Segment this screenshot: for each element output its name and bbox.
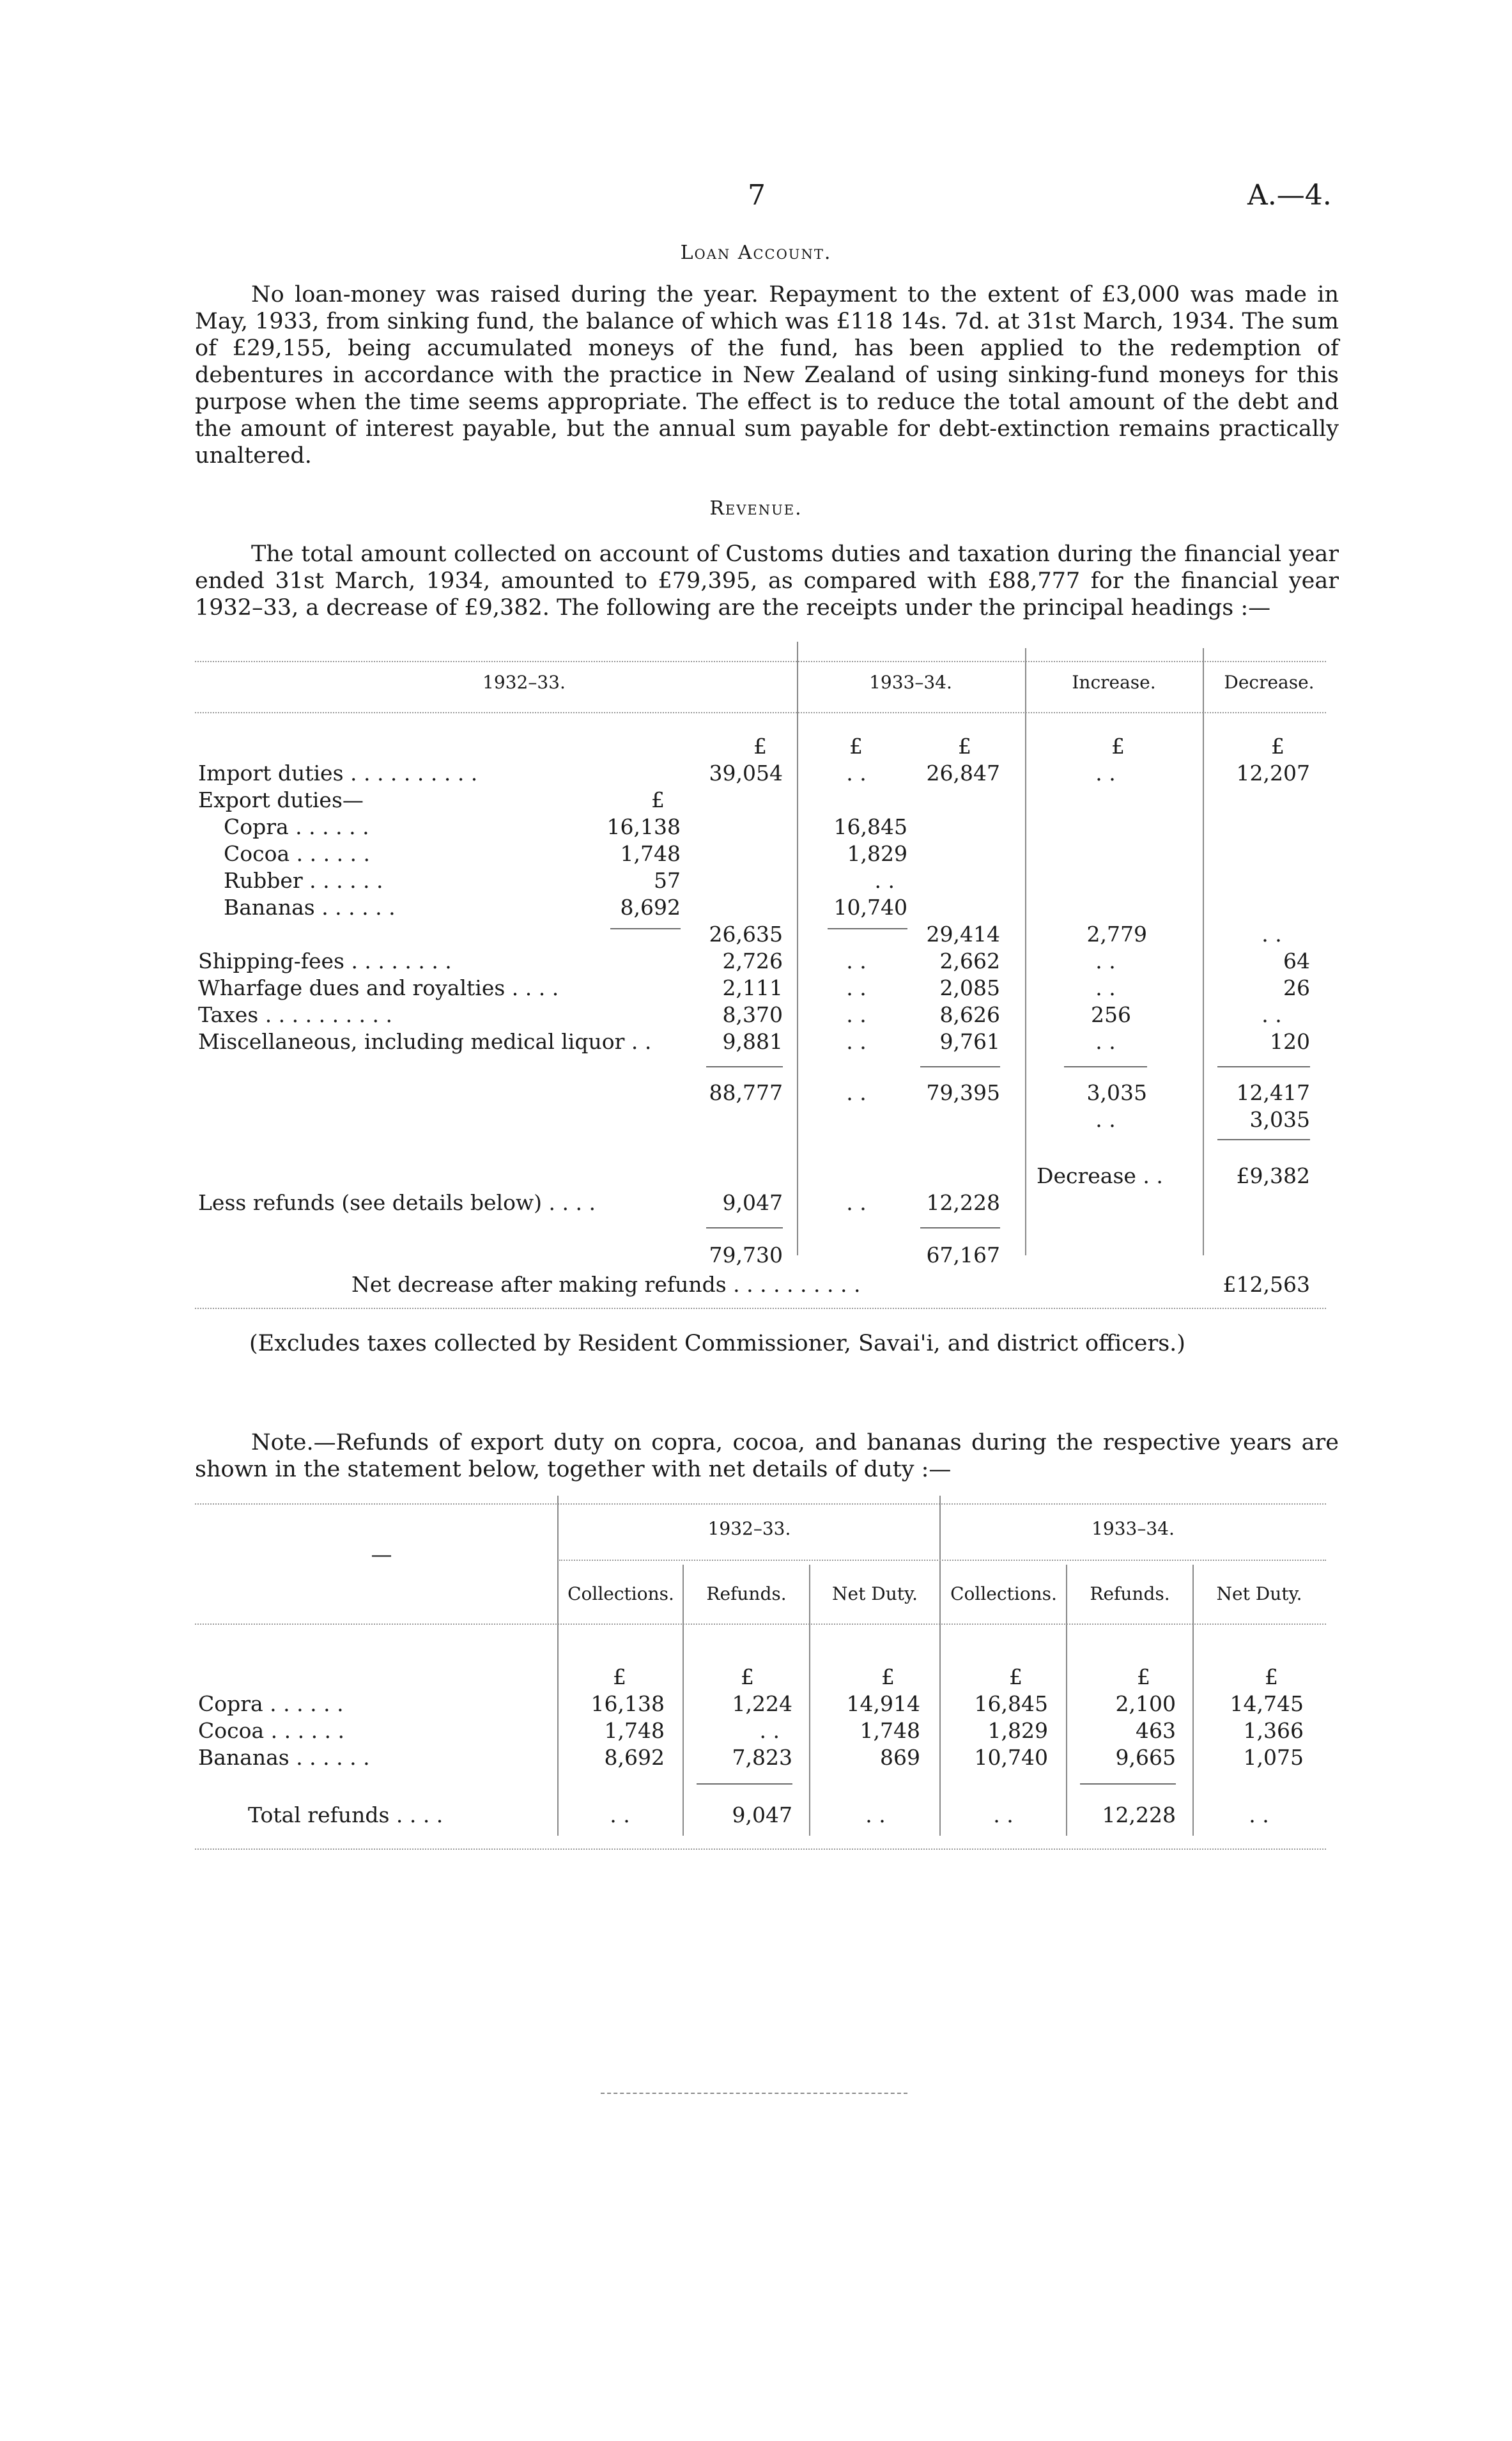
- year-header-1932-33: 1932–33.: [707, 1518, 791, 1539]
- cell-decrease: 26: [1283, 975, 1310, 1000]
- loan-account-paragraph: No loan-money was raised during the year. Repayment to the extent of £3,000 was made in May, 1933, from sinking fund, the balance of which was £118 14s. 7d. at 31st March, 1934. The sum of £29,155, being accumulated moneys of the fund, has been applied to the redemption of debentures in accordance with the practice in New Zealand of using sinking-fund moneys for this purpose when the time seems appropriate. The effect is to reduce the total amount of the debt and the amount of interest payable, but the annual sum payable for debt-extinction remains practically unaltered.: [195, 282, 1339, 469]
- total-rule: [1080, 1783, 1176, 1785]
- cell-1932-33-sub: 1,748: [620, 841, 681, 866]
- total-rule: [706, 1066, 783, 1067]
- subheader-net-duty: Net Duty.: [1216, 1583, 1302, 1604]
- row-label: Net decrease after making refunds . . . . . . . . . .: [351, 1272, 861, 1297]
- currency-symbol: £: [1111, 734, 1125, 759]
- row-label: Wharfage dues and royalties . . . .: [198, 975, 559, 1000]
- cell-1933-34: 12,228: [926, 1190, 1000, 1215]
- cell-refunds-1932: . .: [759, 1718, 780, 1743]
- total-rule: [1064, 1066, 1147, 1067]
- cell-1933-34: 79,395: [926, 1080, 1000, 1105]
- cell-1933-34-sub: 16,845: [833, 814, 907, 839]
- cell-1933-34-sub: . .: [846, 1029, 867, 1054]
- cell-decrease: £9,382: [1236, 1163, 1310, 1188]
- cell-1933-34-sub: 1,829: [847, 841, 907, 866]
- cell-increase: 256: [1091, 1002, 1131, 1027]
- row-label: Rubber . . . . . .: [224, 868, 383, 893]
- cell-1933-34: 8,626: [939, 1002, 1000, 1027]
- row-label: Total refunds . . . .: [248, 1802, 444, 1827]
- table-bottom-rule: [195, 1848, 1326, 1850]
- cell-net-1932: 869: [880, 1745, 920, 1770]
- cell-1933-34-sub: . .: [846, 949, 867, 973]
- cell-increase: . .: [1095, 1107, 1116, 1132]
- cell-1932-33: 9,047: [722, 1190, 783, 1215]
- cell-increase: . .: [1095, 975, 1116, 1000]
- cell-net-1933: 14,745: [1230, 1691, 1304, 1716]
- cell-1933-34-sub: . .: [846, 975, 867, 1000]
- row-label: Copra . . . . . .: [224, 814, 369, 839]
- cell-collections-1932: . .: [610, 1802, 630, 1827]
- cell-1932-33: 39,054: [709, 761, 783, 786]
- cell-net-1933: 1,366: [1243, 1718, 1304, 1743]
- cell-1932-33: 2,111: [722, 975, 783, 1000]
- column-divider: [557, 1496, 559, 1836]
- cell-1932-33: 9,881: [722, 1029, 783, 1054]
- cell-net-1932: 1,748: [860, 1718, 920, 1743]
- row-label: Export duties—: [198, 787, 364, 812]
- cell-collections-1932: 1,748: [604, 1718, 665, 1743]
- cell-refunds-1932: 1,224: [732, 1691, 792, 1716]
- subheader-collections: Collections.: [950, 1583, 1057, 1604]
- table-top-rule: [195, 1503, 1326, 1505]
- cell-1932-33: 88,777: [709, 1080, 783, 1105]
- cell-1932-33: 8,370: [722, 1002, 783, 1027]
- header-increase: Increase.: [1072, 672, 1156, 693]
- row-label: Miscellaneous, including medical liquor . .: [198, 1029, 652, 1054]
- year-header-1933-34: 1933–34.: [1092, 1518, 1175, 1539]
- row-label: Bananas . . . . . .: [224, 895, 396, 920]
- cell-increase: . .: [1095, 1029, 1116, 1054]
- cell-collections-1933: . .: [993, 1802, 1014, 1827]
- decrease-rule: [1217, 1139, 1310, 1140]
- cell-decrease: 3,035: [1249, 1107, 1310, 1132]
- row-label: Taxes . . . . . . . . . .: [198, 1002, 392, 1027]
- total-rule: [697, 1783, 792, 1785]
- currency-symbol: £: [1265, 1664, 1278, 1689]
- row-label: Cocoa . . . . . .: [198, 1718, 345, 1743]
- subheader-refunds: Refunds.: [706, 1583, 787, 1604]
- cell-1932-33: 79,730: [709, 1243, 783, 1267]
- cell-1933-34: 2,085: [939, 975, 1000, 1000]
- cell-decrease: . .: [1261, 922, 1282, 947]
- table-top-rule: [195, 661, 1326, 662]
- stub-dash: —: [371, 1542, 392, 1567]
- cell-net-1933: . .: [1249, 1802, 1269, 1827]
- cell-decrease: 12,207: [1236, 761, 1310, 786]
- header-1933-34: 1933–34.: [869, 672, 952, 693]
- cell-collections-1933: 16,845: [974, 1691, 1048, 1716]
- subheader-collections: Collections.: [567, 1583, 674, 1604]
- cell-1933-34: 9,761: [939, 1029, 1000, 1054]
- table-bottom-rule: [195, 1308, 1326, 1309]
- row-label: Copra . . . . . .: [198, 1691, 344, 1716]
- cell-collections-1933: 1,829: [987, 1718, 1048, 1743]
- cell-refunds-1932: 9,047: [732, 1802, 792, 1827]
- cell-increase: 3,035: [1086, 1080, 1147, 1105]
- cell-net-1932: 14,914: [846, 1691, 920, 1716]
- cell-1933-34: 2,662: [939, 949, 1000, 973]
- refunds-note-paragraph: Note.—Refunds of export duty on copra, cocoa, and bananas during the respective years are shown in the statement below, together with net details of duty :—: [195, 1430, 1339, 1482]
- cell-increase: . .: [1095, 761, 1116, 786]
- subtotal-rule: [610, 928, 681, 929]
- currency-symbol: £: [1009, 1664, 1022, 1689]
- column-divider: [797, 642, 798, 1255]
- cell-decrease: 12,417: [1236, 1080, 1310, 1105]
- cell-1933-34-sub: 10,740: [833, 895, 907, 920]
- header-rule: [195, 1623, 1326, 1625]
- cell-1933-34-sub: . .: [846, 1080, 867, 1105]
- cell-refunds-1933: 12,228: [1102, 1802, 1176, 1827]
- cell-refunds-1933: 463: [1136, 1718, 1176, 1743]
- cell-1933-34-sub: . .: [846, 761, 867, 786]
- subheader-refunds: Refunds.: [1090, 1583, 1170, 1604]
- year-rule: [559, 1560, 1326, 1561]
- cell-1933-34: 29,414: [926, 922, 1000, 947]
- cell-1932-33: 2,726: [722, 949, 783, 973]
- currency-symbol: £: [881, 1664, 895, 1689]
- column-divider: [1025, 648, 1026, 1255]
- row-label: Less refunds (see details below) . . . .: [198, 1190, 596, 1215]
- total-rule: [1217, 1066, 1310, 1067]
- cell-1933-34-sub: . .: [874, 868, 895, 893]
- decrease-label: Decrease . .: [1037, 1163, 1163, 1188]
- revenue-paragraph: The total amount collected on account of Customs duties and taxation during the financial year ended 31st March, 1934, amounted to £79,395, as compared with £88,777 for the financial year 1932–33, a decrease of £9,382. The following are the receipts under the principal headings :—: [195, 541, 1339, 621]
- currency-symbol: £: [753, 734, 767, 759]
- excludes-note: (Excludes taxes collected by Resident Commissioner, Savai'i, and district officers.): [249, 1331, 1185, 1356]
- currency-symbol: £: [1137, 1664, 1150, 1689]
- cell-collections-1933: 10,740: [974, 1745, 1048, 1770]
- net-rule: [706, 1227, 783, 1228]
- row-label: Import duties . . . . . . . . . .: [198, 761, 478, 786]
- currency-symbol: £: [1271, 734, 1284, 759]
- cell-1933-34: 67,167: [926, 1243, 1000, 1267]
- net-rule: [920, 1227, 1000, 1228]
- currency-symbol: £: [651, 787, 665, 812]
- cell-refunds-1932: 7,823: [732, 1745, 792, 1770]
- cell-1932-33-sub: 16,138: [606, 814, 681, 839]
- row-label: Cocoa . . . . . .: [224, 841, 371, 866]
- currency-symbol: £: [741, 1664, 754, 1689]
- cell-net-decrease: £12,563: [1223, 1272, 1310, 1297]
- cell-collections-1932: 16,138: [590, 1691, 665, 1716]
- row-label: Bananas . . . . . .: [198, 1745, 370, 1770]
- cell-1932-33-sub: 8,692: [620, 895, 681, 920]
- cell-increase: 2,779: [1086, 922, 1147, 947]
- cell-collections-1932: 8,692: [604, 1745, 665, 1770]
- loan-account-heading: Loan Account.: [680, 242, 832, 264]
- cell-1932-33-sub: 57: [654, 868, 681, 893]
- revenue-heading: Revenue.: [709, 497, 803, 520]
- cell-decrease: 120: [1270, 1029, 1310, 1054]
- currency-symbol: £: [849, 734, 863, 759]
- cell-decrease: . .: [1261, 1002, 1282, 1027]
- subheader-net-duty: Net Duty.: [832, 1583, 918, 1604]
- cell-decrease: 64: [1283, 949, 1310, 973]
- header-1932-33: 1932–33.: [482, 672, 566, 693]
- cell-increase: . .: [1095, 949, 1116, 973]
- cell-1932-33: 26,635: [709, 922, 783, 947]
- header-decrease: Decrease.: [1224, 672, 1315, 693]
- cell-1933-34-sub: . .: [846, 1190, 867, 1215]
- cell-1933-34: 26,847: [926, 761, 1000, 786]
- cell-1933-34-sub: . .: [846, 1002, 867, 1027]
- page-number: 7: [748, 179, 766, 212]
- currency-symbol: £: [613, 1664, 626, 1689]
- page-reference: A.—4.: [1247, 179, 1332, 212]
- cell-refunds-1933: 9,665: [1115, 1745, 1176, 1770]
- cell-net-1932: . .: [865, 1802, 886, 1827]
- cell-net-1933: 1,075: [1243, 1745, 1304, 1770]
- cell-refunds-1933: 2,100: [1115, 1691, 1176, 1716]
- header-rule: [195, 712, 1326, 713]
- currency-symbol: £: [958, 734, 971, 759]
- total-rule: [920, 1066, 1000, 1067]
- end-rule: [601, 2093, 907, 2094]
- row-label: Shipping-fees . . . . . . . .: [198, 949, 452, 973]
- column-divider: [939, 1496, 941, 1836]
